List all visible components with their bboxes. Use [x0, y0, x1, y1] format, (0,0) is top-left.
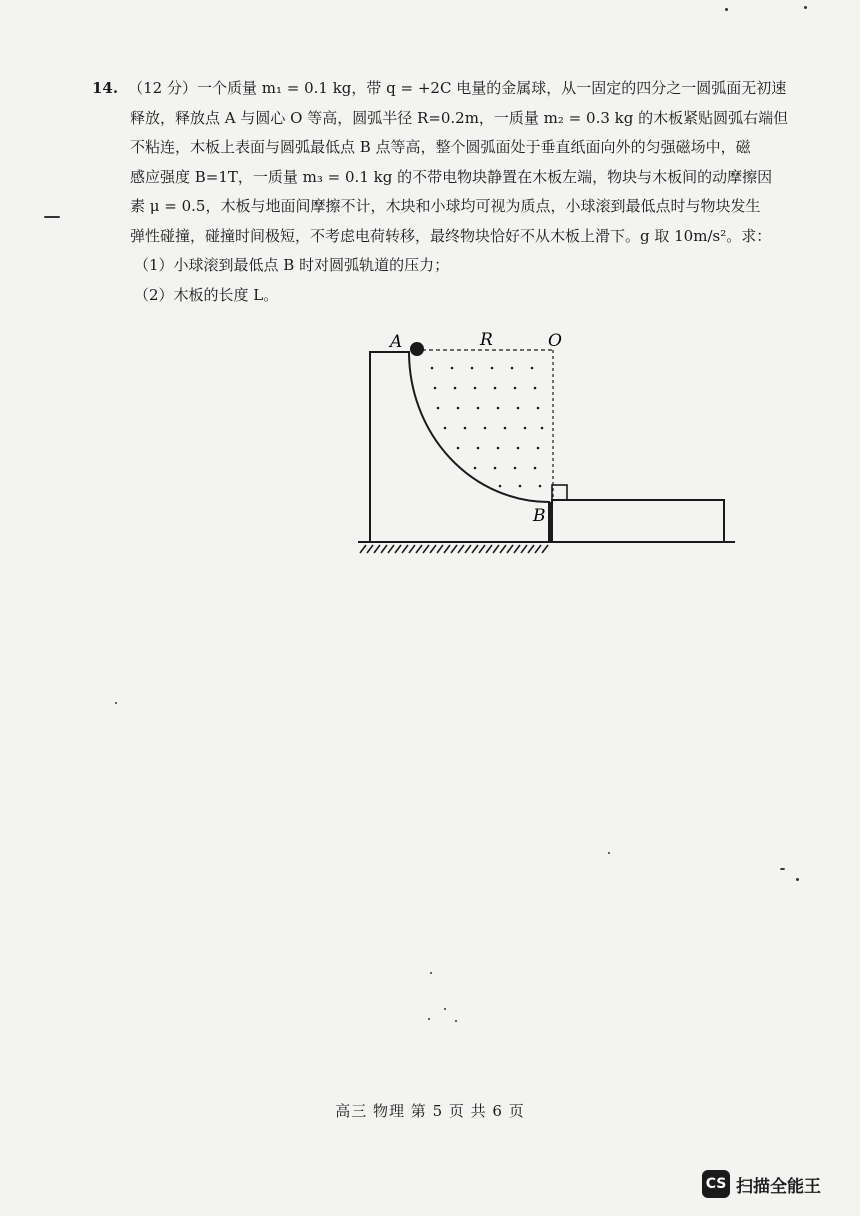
- problem-text-line: 释放，释放点 A 与圆心 O 等高，圆弧半径 R=0.2m，一质量 m₂ = 0.3 kg 的木板紧贴圆弧右端但: [130, 108, 789, 127]
- scan-speck: [115, 702, 117, 704]
- sub-question-1: （1）小球滚到最低点 B 时对圆弧轨道的压力；: [134, 256, 450, 274]
- page-footer: 高三 物理 第 5 页 共 6 页: [335, 1102, 525, 1120]
- sub-question-2: （2）木板的长度 L。: [134, 285, 279, 304]
- scanner-watermark: [702, 1170, 821, 1198]
- scan-speck: [428, 1018, 430, 1020]
- problem-text-line: 感应强度 B=1T，一质量 m₃ = 0.1 kg 的不带电物块静置在木板左端，物块与木板间的动摩擦因: [130, 167, 773, 186]
- scan-speck: [444, 1008, 446, 1010]
- scan-speck: [725, 8, 728, 11]
- scan-speck: [804, 6, 807, 9]
- watermark-text: 扫描全能王: [736, 1176, 821, 1197]
- problem-text-line: 素 μ = 0.5，木板与地面间摩擦不计，木块和小球均可视为质点，小球滚到最低点时与物块发生: [130, 197, 761, 215]
- metal-ball: [410, 342, 424, 356]
- scan-speck: [796, 878, 799, 881]
- problem-number: 14.: [92, 79, 119, 97]
- magnetic-field-dots: [431, 367, 544, 488]
- label-R: R: [480, 330, 493, 350]
- scan-speck: [780, 868, 785, 870]
- problem-14: [92, 74, 789, 310]
- wooden-plank: [552, 500, 724, 542]
- label-B: B: [533, 506, 546, 526]
- arc-track-block: [370, 352, 549, 542]
- problem-text-line: 不粘连，木板上表面与圆弧最低点 B 点等高，整个圆弧面处于垂直纸面向外的匀强磁场中，磁: [130, 138, 751, 156]
- problem-text-line: （12 分）一个质量 m₁ = 0.1 kg，带 q = +2C 电量的金属球，从一固定的四分之一圆弧面无初速: [128, 79, 787, 97]
- problem-line-1: [92, 74, 787, 104]
- physics-diagram: [350, 320, 750, 560]
- small-block: [552, 485, 567, 500]
- ground-hatching: [360, 545, 548, 553]
- label-O: O: [548, 331, 562, 351]
- camscanner-logo-icon: CS: [702, 1170, 730, 1198]
- scan-speck: [455, 1020, 457, 1022]
- problem-text-line: 弹性碰撞，碰撞时间极短，不考虑电荷转移，最终物块恰好不从木板上滑下。g 取 10m/s²。求：: [130, 226, 772, 245]
- scan-speck: [608, 852, 610, 854]
- label-A: A: [390, 332, 403, 352]
- scan-speck: [44, 216, 60, 218]
- scan-speck: [430, 972, 432, 974]
